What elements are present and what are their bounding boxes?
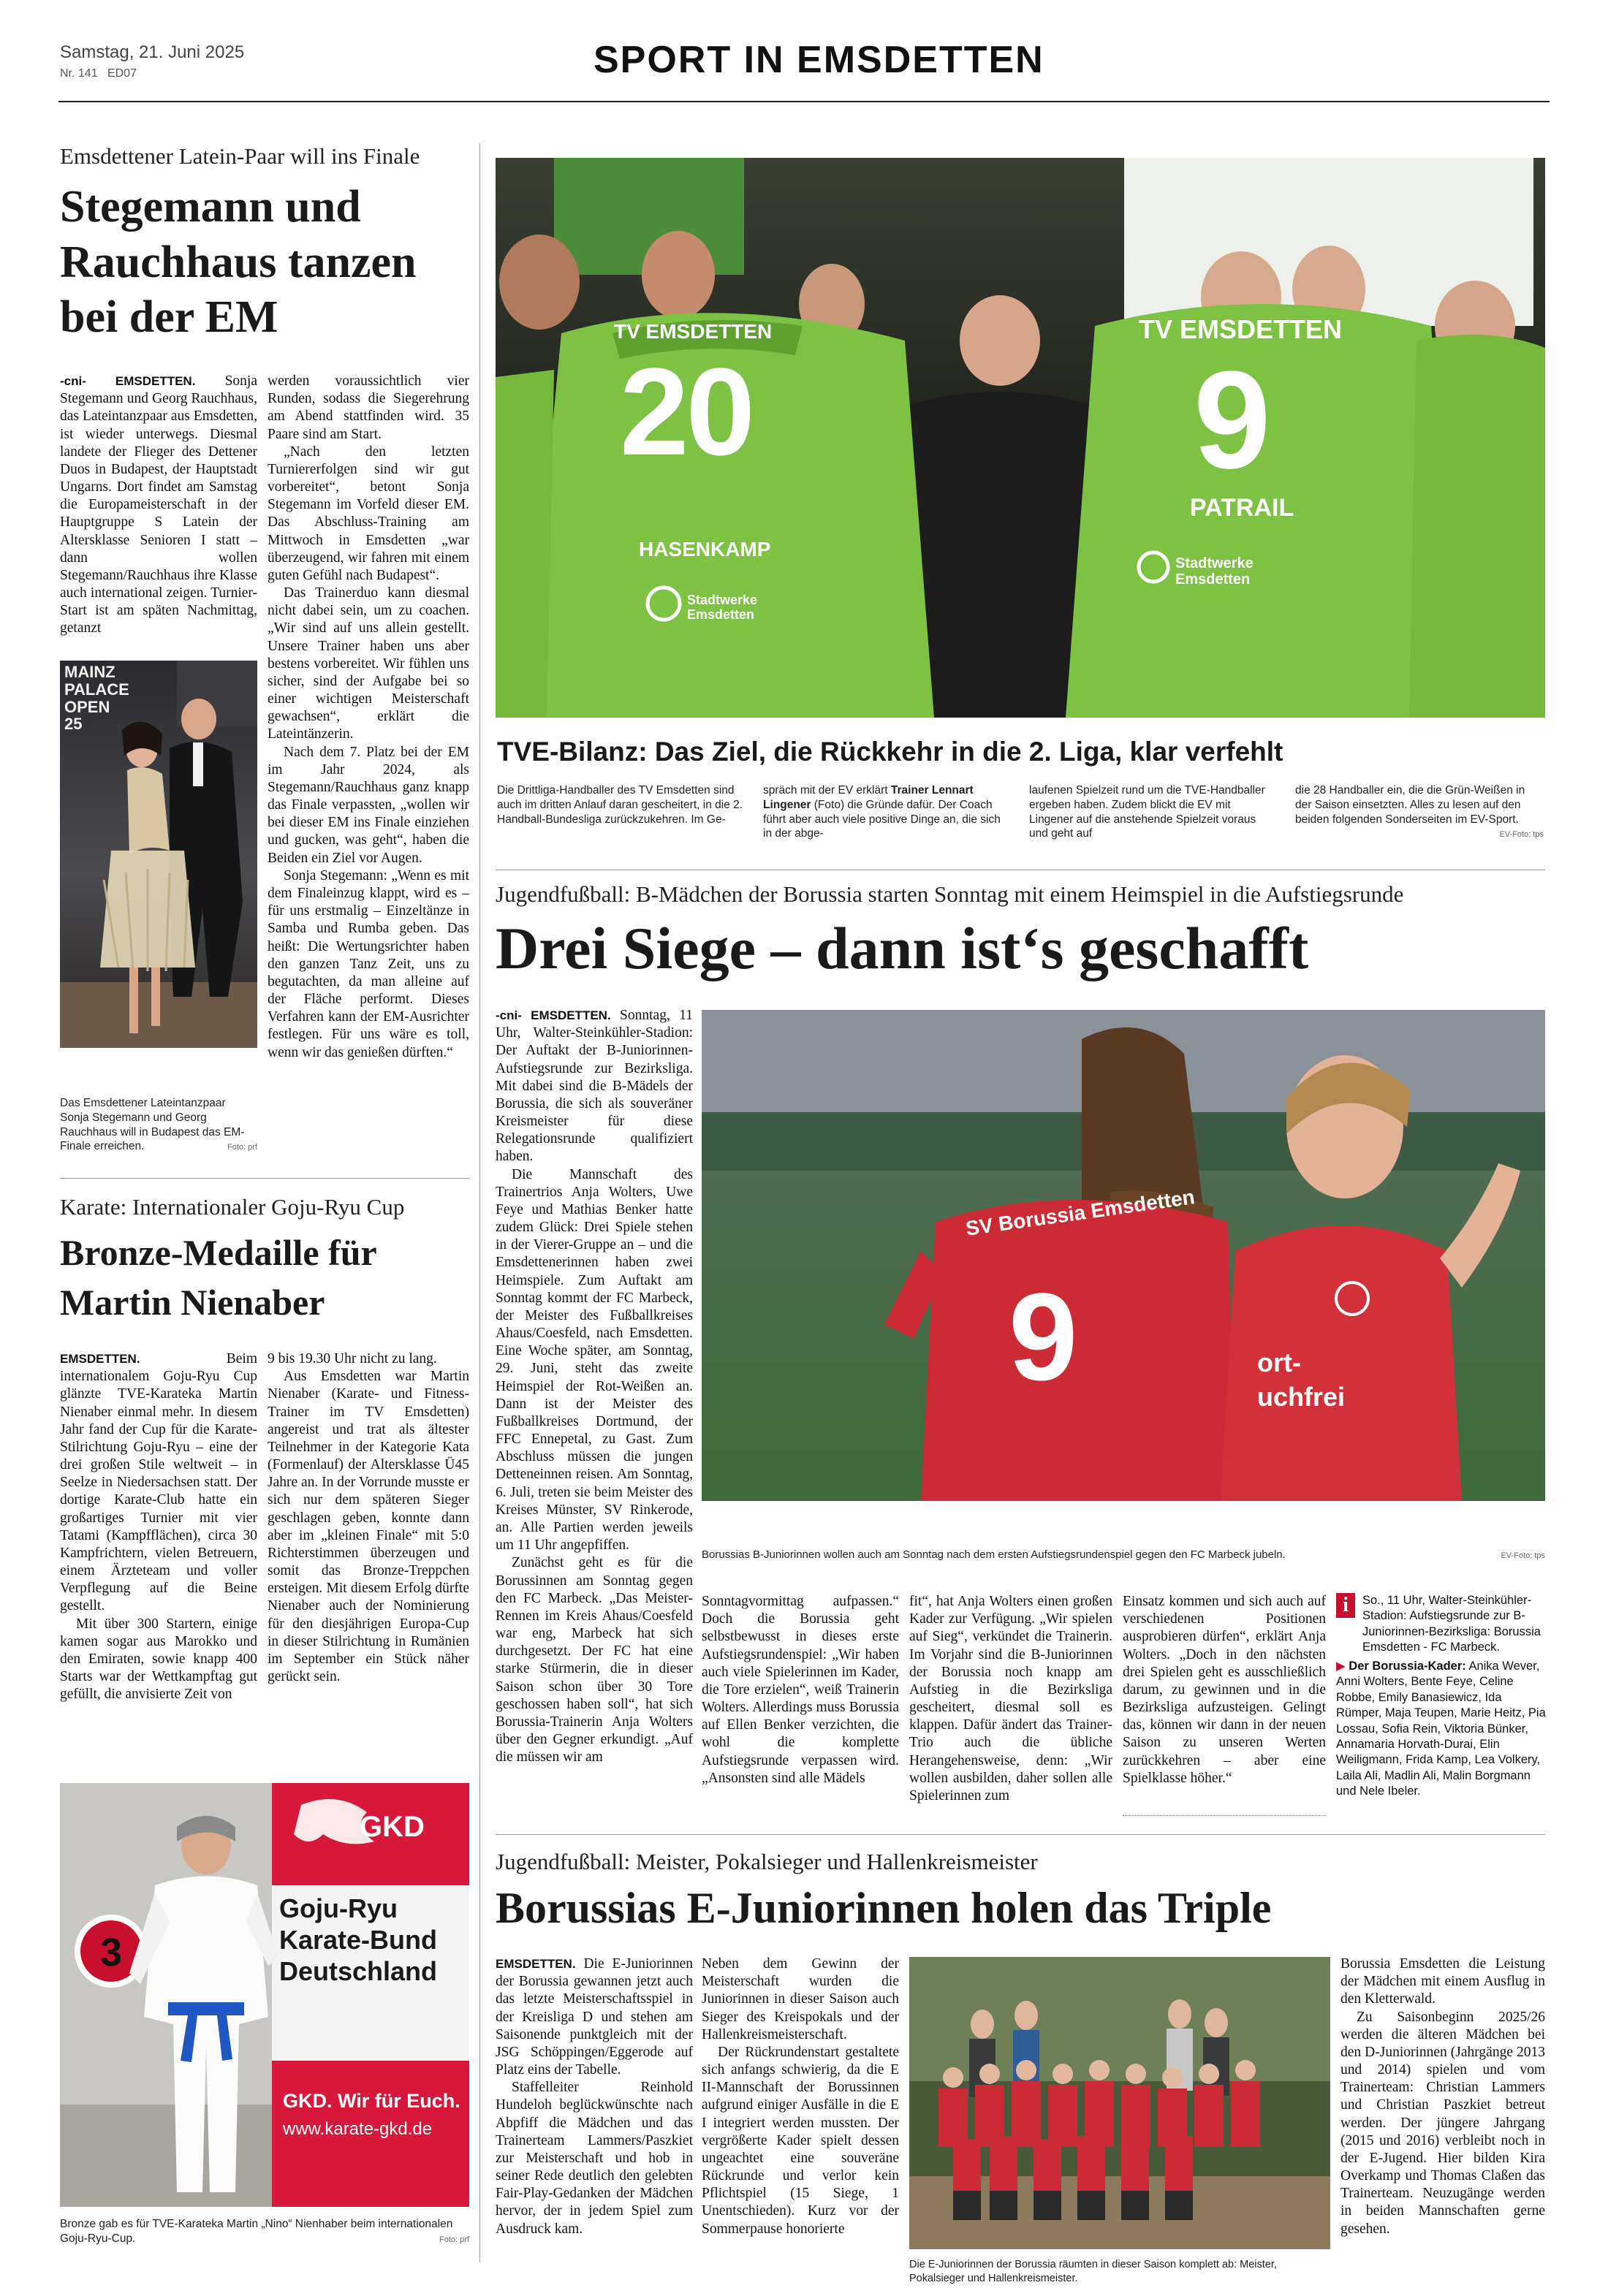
girls-jersey-club: SV Borussia Emsdetten bbox=[964, 1185, 1196, 1240]
girls-col1: -cni- EMSDETTEN. Sonntag, 11 Uhr, Walter-Steinkühler-Stadion: Der Auftakt der B-Juniorinnen-Aufstiegsrunde zur Bezirksliga. Mit dabei sind die B-Mädels der Borussia, die sich als souveräner Kreismeister für diese Relegationsrunde qualifiziert haben. Die Mannschaft des Trainertrios Anja Wolters, Uwe Feye und Mathias Benker hatte zudem Glück: Drei Spiele stehen in der Vierer-Gruppe an – und die Emsdettenerinnen haben zwei Heimspiele. Zum Auftakt am Sonntag kommt der FC Marbeck, der Meister des Fußballkreises Ahaus/Coesfeld, nach Emsdetten. Eine Woche später, am Sonntag, 29. Juni, steht das zweite Heimspiel der Rot-Weißen an. Dann ist der Meister des Fußballkreises Dortmund, der FFC Ennepetal, zu Gast. Zum Abschluss müssen die jungen Detteneinnen reisen. Am Sonntag, 6. Juli, treten sie beim Meister des Kreises Münster, SV Rinkerode, an. Alle Partien werden jeweils um 11 Uhr angepfiffen. Zunächst geht es für die Borussinnen am Sonntag gegen den FC Marbeck. „Das Meister-Rennen im Kreis Ahaus/Coesfeld war eng, Marbeck hat sich durchgesetzt. Der FC hat eine starke Stürmerin, die in dieser Saison schon über 30 Tore geschossen haben soll“, hat sich Borussia-Trainerin Anja Wolters über den Gegner erkundigt. „Auf die müssen wir am bbox=[496, 1008, 693, 1765]
handball-headline: TVE-Bilanz: Das Ziel, die Rückkehr in die 2. Liga, klar verfehlt bbox=[497, 737, 1283, 767]
gkd-banner-text: Goju-Ryu Karate-Bund Deutschland bbox=[279, 1893, 438, 1987]
dance-headline: Stegemann und Rauchhaus tanzen bei der EM bbox=[60, 182, 417, 343]
girls-caption: Borussias B-Juniorinnen wollen auch am Sonntag nach dem ersten Aufstiegsrundenspiel gegen den FC Marbeck jubeln. EV-Foto: tps bbox=[702, 1548, 1545, 1561]
gkd-logo: GKD bbox=[360, 1811, 425, 1843]
jersey-left-sponsor: Stadtwerke Emsdetten bbox=[687, 593, 758, 622]
jersey-right-number: 9 bbox=[1194, 343, 1271, 498]
jersey-left-number: 20 bbox=[620, 343, 753, 482]
girls-info-box bbox=[1336, 1593, 1548, 1800]
karate-col1: EMSDETTEN. Beim internationalem Goju-Ryu Cup glänzte TVE-Karateka Martin Nienaber einmal mehr. In diesem Jahr fand der Cup für die Karate-Stilrichtung Goju-Ryu – eine der drei großen Stile weltweit – in Seelze in Niedersachsen statt. Der dortige Karate-Club hatte ein großartiges Turnier mit vier Tatami (Kampfflächen), circa 30 Kampfrichtern, vielen Betreuern, einem Ärzteteam und voller Verpflegung auf die Beine gestellt. Mit über 300 Startern, einige kamen sogar aus Marokko und den Emiraten, sowie knapp 400 Starts war der Wettkampftag gut gefüllt, die anvisierte Zeit von bbox=[60, 1351, 257, 1703]
girls-col4-rule bbox=[1123, 1815, 1326, 1816]
triple-kicker: Jugendfußball: Meister, Pokalsieger und Hallenkreismeister bbox=[496, 1849, 1038, 1874]
triple-headline: Borussias E-Juniorinnen holen das Triple bbox=[496, 1884, 1272, 1932]
jersey-right-sponsor: Stadtwerke Emsdetten bbox=[1175, 555, 1254, 588]
triple-caption: Die E-Juniorinnen der Borussia räumten in dieser Saison komplett ab: Meister, Pokalsieger und Hallenkreismeister. bbox=[909, 2259, 1277, 2284]
info-icon: i bbox=[1336, 1593, 1355, 1618]
karate-kicker: Karate: Internationaler Goju-Ryu Cup bbox=[60, 1194, 405, 1220]
girls-shirt-text: ort- uchfrei bbox=[1257, 1347, 1346, 1412]
gkd-url: www.karate-gkd.de bbox=[283, 2119, 433, 2139]
dance-caption: Das Emsdettener Lateintanzpaar Sonja Stegemann und Georg Rauchhaus will in Budapest das EM-Finale erreichen. Foto: prf bbox=[60, 1097, 257, 1153]
svg-text:3: 3 bbox=[99, 1931, 123, 1974]
girls-headline: Drei Siege – dann ist‘s geschafft bbox=[496, 915, 1309, 981]
triple-col1: EMSDETTEN. Die E-Juniorinnen der Borussia gewannen jetzt auch das letzte Meisterschaftsspiel in der Kreisliga D und stehen am Saisonende punktgleich mit der JSG Schöppingen/Eggerode auf Platz eins der Tabelle. Staffelleiter Reinhold Hundeloh beglückwünschte nach Abpfiff die Mädchen und das Trainerteam Lammers/Paszkiet zur Meisterschaft und hob in seiner Rede deutlich den gelebten Fair-Play-Gedanken der Mädchen hervor, der in jedem Spiel zum Ausdruck kam. bbox=[496, 1956, 693, 2237]
handball-col2: spräch mit der EV erklärt Trainer Lennart Lingener (Foto) die Gründe dafür. Der Coach führt aber auch viele positive Dinge an, die sich in der abge- bbox=[763, 784, 1001, 840]
jersey-right-club: TV EMSDETTEN bbox=[1139, 314, 1343, 344]
dance-photo-sign: MAINZ PALACE OPEN 25 bbox=[64, 663, 129, 734]
girls-col2: Sonntagvormittag aufpassen.“ Doch die Borussia geht selbstbewusst in dieses erste Aufstiegsrundenspiel: „Wir haben auch viele Spielerinnen im Kader, die Tore erzielen“, weiß Trainerin Wolters. Allerdings muss Borussia auf Ellen Benker verzichten, die wohl die komplette Aufstiegsrunde verpassen wird. „Ansonsten sind alle Mädels bbox=[702, 1594, 899, 1786]
dance-col1: -cni- EMSDETTEN. Sonja Stegemann und Georg Rauchhaus, das Lateintanzpaar aus Emsdetten, ist wieder unterwegs. Diesmal landete der Flieger des Dettener Duos in Budapest, der Hauptstadt Ungarns. Dort findet am Samstag die Europameisterschaft in der Hauptgruppe S Latein der Altersklasse Senioren I statt – dann wollen Stegemann/Rauchhaus ihre Klasse auch international zeigen. Turnier-Start ist am späten Nachmittag, getanzt bbox=[60, 373, 257, 636]
kader-text: ▶ Der Borussia-Kader: Anika Wever, Anni Wolters, Bente Feye, Celine Robbe, Emily Banasiewicz, Ida Rümper, Maja Teupen, Marie Heitz, Pia Lossau, Sofia Rein, Viktoria Bünker, Annamaria Horvath-Durai, Elin Weiligmann, Frida Kamp, Lea Volkery, Laila Ali, Madlin Ali, Malin Borgmann und Nele Ibeler. bbox=[1336, 1659, 1546, 1798]
section-title: SPORT IN EMSDETTEN bbox=[593, 39, 1044, 81]
triple-col3: Borussia Emsdetten die Leistung der Mädchen mit einem Ausflug in den Kletterwald. Zu Saisonbeginn 2025/26 werden die älteren Mädchen bei den D-Juniorinnen (Jahrgänge 2013 und 2014) spielen und vom Trainerteam: Christian Lammers und Christian Paszkiet betreut werden. Der jüngere Jahrgang (2015 und 2016) verbleibt noch in der E-Jugend. Hier bilden Kira Overkamp und Thomas Claßen das Trainerteam. Neuzugänge werden in beiden Mannschaften gerne gesehen. bbox=[1340, 1956, 1545, 2237]
girls-col4: Einsatz kommen und sich auch auf verschiedenen Positionen ausprobieren dürfen“, erklärt Anja Wolters. „Doch in den nächsten drei Spielen geht es ausschließlich darum, zu gewinnen und in die Bezirksliga aufzusteigen. Gelingt das, können wir dann in der neuen Saison zu unseren Werten zurückkehren – aber eine Spielklasse höher.“ bbox=[1123, 1594, 1326, 1786]
handball-col1: Die Drittliga-Handballer des TV Emsdetten sind auch im dritten Anlauf daran gescheitert, in die 2. Handball-Bundesliga zurückzukehren. Im Ge- bbox=[497, 784, 743, 826]
handball-col3: laufenen Spielzeit rund um die TVE-Handballer ergeben haben. Zudem blickt die EV mit Lingener auf die anstehende Spielzeit voraus und geht auf bbox=[1029, 784, 1265, 840]
handball-photo bbox=[496, 158, 1545, 718]
dance-photo bbox=[60, 661, 257, 1048]
jersey-right-name: PATRAIL bbox=[1190, 494, 1294, 522]
girls-col3: fit“, hat Anja Wolters einen großen Kader zur Verfügung. „Wir spielen auf Sieg“, verkündet die Trainerin. Im Vorjahr sind die B-Juniorinnen der Borussia noch knapp am Aufstieg in die Bezirksliga gescheitert, diesmal soll es klappen. Dafür ändert das Trainer-Trio auch die übliche Herangehensweise, denn: „Wir wollen ausbilden, daher sollen alle Spielerinnen zum bbox=[909, 1594, 1112, 1803]
jersey-left-club: TV EMSDETTEN bbox=[614, 320, 773, 343]
girls-kicker: Jugendfußball: B-Mädchen der Borussia starten Sonntag mit einem Heimspiel in die Aufstiegsrunde bbox=[496, 881, 1404, 907]
karate-caption: Bronze gab es für TVE-Karateka Martin „Nino“ Nienhaber beim internationalen Goju-Ryu-Cup. Foto: prf bbox=[60, 2218, 469, 2245]
triple-photo bbox=[909, 1957, 1330, 2249]
jersey-left-name: HASENKAMP bbox=[639, 538, 771, 560]
handball-col4: die 28 Handballer ein, die die Grün-Weißen in der Saison einsetzten. Alles zu lesen auf den beiden folgenden Sonderseiten im EV-Sport. EV-Foto: tps bbox=[1295, 784, 1544, 840]
issue-date: Samstag, 21. Juni 2025 bbox=[60, 42, 245, 62]
karate-col2: 9 bis 19.30 Uhr nicht zu lang. Aus Emsdetten war Martin Nienaber (Karate- und Fitness-Trainer im TV Emsdetten) angereist und trat als ältester Teilnehmer in der Kategorie Kata (Formenlauf) der Altersklasse Ü45 Jahre an. In der Vorrunde musste er sich nur dem späteren Sieger geschlagen geben, konnte dann aber im „kleinen Finale“ mit 5:0 Richterstimmen überzeugen und somit das Bronze-Treppchen ersteigen. Mit diesem Erfolg dürfte Nienaber auch der Nominierung für den diesjährigen Europa-Cup in dieser Stilrichtung in Rumänien im September ein Stück näher gerückt sein. bbox=[268, 1351, 469, 1685]
triple-col2: Neben dem Gewinn der Meisterschaft wurden die Juniorinnen in dieser Saison auch Sieger des Kreispokals und der Hallenkreismeisterschaft. Der Rückrundenstart gestaltete sich anfangs schwierig, da die E II-Mannschaft der Borussinnen aufgrund einiger Ausfälle in die E I integriert werden mussten. Der vergrößerte Kader spielt dessen ungeachtet eine souveräne Rückrunde und verlor kein Pflichtspiel (15 Siege, 1 Unentschieden). Kurz vor der Sommerpause honorierte bbox=[702, 1956, 899, 2237]
girls-jersey-number: 9 bbox=[1009, 1268, 1078, 1407]
column-divider bbox=[479, 143, 480, 2262]
dance-karate-divider bbox=[60, 1178, 469, 1179]
masthead-rule bbox=[58, 101, 1550, 102]
dance-col2: werden voraussichtlich vier Runden, sodass die Siegerehrung am Abend stattfinden wird. 35 Paare sind am Start. „Nach den letzten Turniererfolgen sind wir gut vorbereitet“, betont Sonja Stegemann im Vorfeld dieser EM. Das Abschluss-Training am Mittwoch in Emsdetten „war überzeugend, wir fahren mit einem guten Gefühl nach Budapest“. Das Trainerduo kann diesmal nicht dabei sein, um zu coachen. „Wir sind auf uns allein gestellt. Unsere Trainer haben uns aber bestens vorbereitet. Wir fühlen uns sicher, sind der Aufgabe bei so einer wichtigen Meisterschaft gewachsen“, erklärt die Lateintänzerin. Nach dem 7. Platz bei der EM im Jahr 2024, als Stegemann/Rauchhaus ganz knapp das Finale verpassten, „wollen wir bei dieser EM ins Finale einziehen und gucken, was geht“, haben die Beiden ein Ziel vor Augen. Sonja Stegemann: „Wenn es mit dem Finaleinzug klappt, wird es – für uns erstmalig – Einzeltänze in Samba und Rumba geben. Das heißt: Die Wertungsrichter haben den ganzen Tanz Zeit, uns zu begutachten, da man alleine auf der Fläche performt. Dieses Verfahren kann der EM-Ausrichter festlegen. Für uns wäre es toll, wenn wir das genießen dürften.“ bbox=[268, 373, 469, 1060]
dance-kicker: Emsdettener Latein-Paar will ins Finale bbox=[60, 143, 420, 169]
gkd-slogan: GKD. Wir für Euch. bbox=[283, 2090, 460, 2112]
karate-photo bbox=[60, 1783, 469, 2207]
girls-divider bbox=[496, 1834, 1545, 1835]
issue-number: Nr. 141 ED07 bbox=[60, 67, 137, 80]
girls-photo bbox=[702, 1010, 1545, 1501]
karate-headline: Bronze-Medaille für Martin Nienaber bbox=[60, 1232, 376, 1323]
info-text: So., 11 Uhr, Walter-Steinkühler-Stadion: Aufstiegsrunde zur B-Juniorinnen-Bezirksliga: Borussia Emsdetten - FC Marbeck. bbox=[1362, 1594, 1541, 1654]
